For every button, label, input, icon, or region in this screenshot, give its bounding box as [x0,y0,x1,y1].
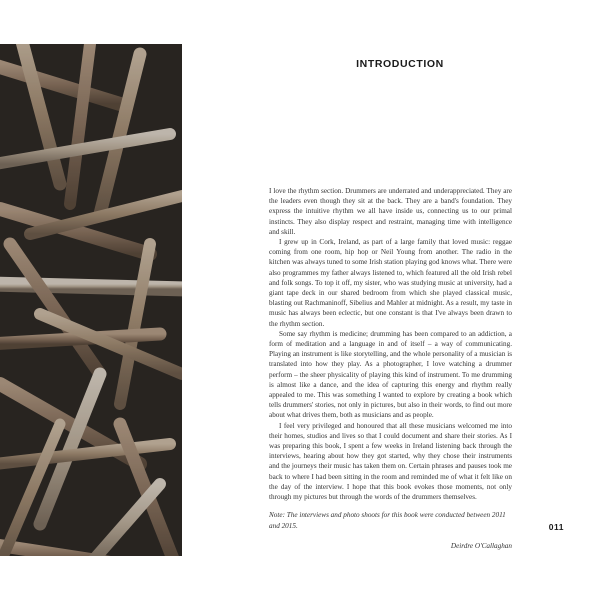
paragraph: I love the rhythm section. Drummers are underrated and underappreciated. They are the leaders even though they sit at the back. They are a band's foundation. They express the intuitive rhythm we all have inside us, connecting us to our primal instincts. They also display respect and restraint, managing time with intelligence and skill. [269,187,512,236]
page-title: INTRODUCTION [356,58,444,70]
footnote: Note: The interviews and photo shoots for this book were conducted between 2011 and 2015. [269,511,506,530]
paragraph: Some say rhythm is medicine; drumming has been compared to an addiction, a form of meditation and a language in and of itself – a way of communicating. Playing an instrument is like storytelling, and the whole personality of a musician is translated into how they play. As a photographer, I love watching a drummer perform – the sheer physicality of playing this kind of instrument. To me drumming is almost like a dance, and the idea of capturing this energy and rhythm really appealed to me. This was something I wanted to explore by creating a book which tells drummers' stories, not only in pictures, but also in their words, to find out more about what drives them, both as musicians and as people. [269,329,512,420]
drumsticks-illustration [0,44,182,556]
paragraph: I feel very privileged and honoured that all these musicians welcomed me into their homes, studios and lives so that I could document and share their stories. As I was preparing this book, I spent a few weeks in Ireland listening back through the interviews, hearing about how they got started, why they chose their instruments and the journeys their music has taken them on. Certain phrases and pauses took me back to where I had been sitting in the room and reminded me of what it felt like on the day of the interview. I hope that this book evokes those moments, not only through my pictures but through the words of the drummers themselves. [269,421,512,502]
drumsticks-photo [0,44,182,556]
introduction-text [269,186,512,551]
author-signature: Deirdre O'Callaghan [450,541,512,550]
page-number: 011 [548,522,564,532]
paragraph: I grew up in Cork, Ireland, as part of a large family that loved music: reggae coming from one room, hip hop or Neil Young from another. The radio in the kitchen was always tuned to some Irish station playing god knows what. There were also programmes my father always listened to, which featured all the old Irish rebel and folk songs. To top it off, my sister, who was studying music at university, had a giant tape deck in our shared bedroom from which she played classical music, blasting out Rachmaninoff, Sibelius and Mahler at midnight. As a result, my taste in music has always been eclectic, but one constant is that I've always been drawn to the rhythm section. [269,238,512,328]
